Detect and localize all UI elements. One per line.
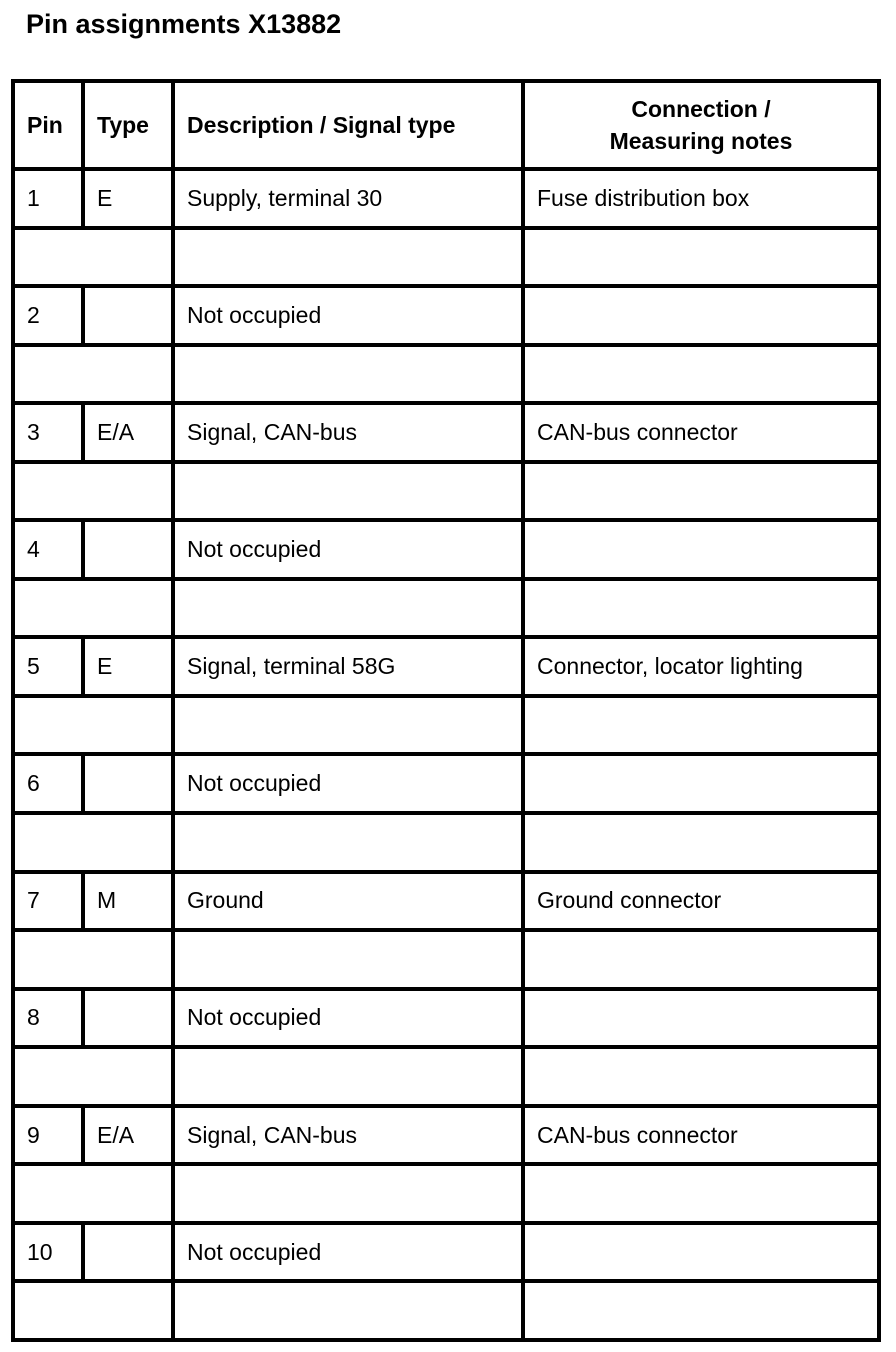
- spacer-cell: [523, 1047, 879, 1106]
- spacer-row: [13, 1047, 879, 1106]
- cell-description: Signal, terminal 58G: [173, 637, 523, 696]
- spacer-cell: [523, 813, 879, 872]
- cell-connection: Ground connector: [523, 872, 879, 931]
- cell-connection: [523, 1223, 879, 1282]
- cell-type: [83, 1223, 173, 1282]
- spacer-cell: [13, 1047, 173, 1106]
- header-type: Type: [83, 81, 173, 169]
- spacer-row: [13, 462, 879, 521]
- cell-connection: [523, 754, 879, 813]
- header-connection-line1: Connection /: [631, 96, 771, 122]
- spacer-cell: [523, 930, 879, 989]
- spacer-row: [13, 1281, 879, 1340]
- cell-connection: Connector, locator lighting: [523, 637, 879, 696]
- spacer-cell: [173, 579, 523, 638]
- spacer-row: [13, 579, 879, 638]
- cell-pin: 3: [13, 403, 83, 462]
- header-row: [13, 81, 879, 169]
- cell-connection: CAN-bus connector: [523, 1106, 879, 1165]
- cell-pin: 4: [13, 520, 83, 579]
- cell-connection: [523, 989, 879, 1048]
- cell-pin: 10: [13, 1223, 83, 1282]
- table-row: [13, 169, 879, 228]
- cell-connection: CAN-bus connector: [523, 403, 879, 462]
- table-row: [13, 403, 879, 462]
- spacer-row: [13, 345, 879, 404]
- cell-description: Supply, terminal 30: [173, 169, 523, 228]
- cell-pin: 2: [13, 286, 83, 345]
- spacer-cell: [523, 1164, 879, 1223]
- cell-pin: 9: [13, 1106, 83, 1165]
- cell-pin: 1: [13, 169, 83, 228]
- cell-connection: [523, 286, 879, 345]
- cell-connection: Fuse distribution box: [523, 169, 879, 228]
- spacer-cell: [13, 1164, 173, 1223]
- spacer-cell: [523, 1281, 879, 1340]
- header-description: Description / Signal type: [173, 81, 523, 169]
- table-row: [13, 754, 879, 813]
- table-row: [13, 989, 879, 1048]
- spacer-cell: [13, 462, 173, 521]
- spacer-cell: [173, 228, 523, 287]
- spacer-cell: [523, 345, 879, 404]
- table-row: [13, 286, 879, 345]
- cell-type: E/A: [83, 403, 173, 462]
- spacer-cell: [13, 930, 173, 989]
- spacer-cell: [523, 696, 879, 755]
- cell-pin: 7: [13, 872, 83, 931]
- spacer-cell: [13, 813, 173, 872]
- table-body: [13, 169, 879, 1340]
- cell-type: E: [83, 169, 173, 228]
- cell-description: Signal, CAN-bus: [173, 1106, 523, 1165]
- spacer-cell: [173, 813, 523, 872]
- page-title: Pin assignments X13882: [26, 9, 342, 39]
- cell-description: Ground: [173, 872, 523, 931]
- header-connection: [523, 81, 879, 169]
- spacer-row: [13, 930, 879, 989]
- table-row: [13, 872, 879, 931]
- spacer-cell: [523, 579, 879, 638]
- spacer-row: [13, 228, 879, 287]
- table-row: [13, 1223, 879, 1282]
- spacer-cell: [173, 930, 523, 989]
- spacer-cell: [13, 228, 173, 287]
- header-connection-line2: Measuring notes: [609, 128, 793, 154]
- cell-type: [83, 754, 173, 813]
- spacer-cell: [13, 345, 173, 404]
- table-row: [13, 1106, 879, 1165]
- table-row: [13, 637, 879, 696]
- cell-type: [83, 520, 173, 579]
- spacer-cell: [173, 696, 523, 755]
- spacer-cell: [173, 1047, 523, 1106]
- pin-assignment-table: [11, 79, 881, 1342]
- cell-pin: 8: [13, 989, 83, 1048]
- cell-description: Not occupied: [173, 989, 523, 1048]
- cell-type: [83, 989, 173, 1048]
- cell-description: Not occupied: [173, 520, 523, 579]
- spacer-row: [13, 696, 879, 755]
- spacer-cell: [13, 579, 173, 638]
- spacer-row: [13, 813, 879, 872]
- cell-pin: 6: [13, 754, 83, 813]
- spacer-row: [13, 1164, 879, 1223]
- cell-type: [83, 286, 173, 345]
- spacer-cell: [13, 1281, 173, 1340]
- cell-connection: [523, 520, 879, 579]
- cell-type: E: [83, 637, 173, 696]
- cell-type: E/A: [83, 1106, 173, 1165]
- header-pin: Pin: [13, 81, 83, 169]
- spacer-cell: [173, 462, 523, 521]
- cell-description: Not occupied: [173, 754, 523, 813]
- spacer-cell: [523, 228, 879, 287]
- spacer-cell: [13, 696, 173, 755]
- spacer-cell: [173, 345, 523, 404]
- table-row: [13, 520, 879, 579]
- cell-description: Not occupied: [173, 286, 523, 345]
- spacer-cell: [173, 1164, 523, 1223]
- cell-description: Signal, CAN-bus: [173, 403, 523, 462]
- spacer-cell: [523, 462, 879, 521]
- cell-pin: 5: [13, 637, 83, 696]
- spacer-cell: [173, 1281, 523, 1340]
- cell-description: Not occupied: [173, 1223, 523, 1282]
- cell-type: M: [83, 872, 173, 931]
